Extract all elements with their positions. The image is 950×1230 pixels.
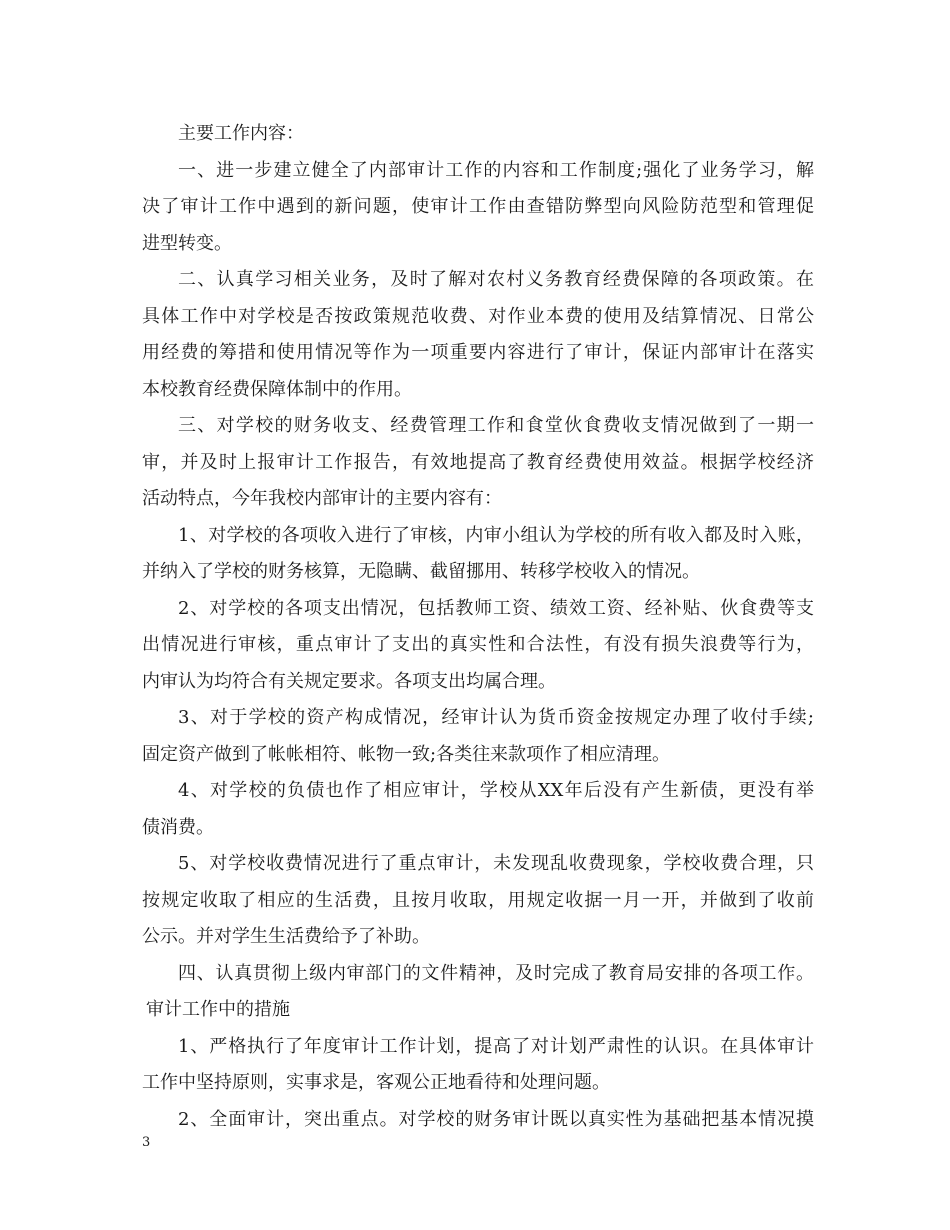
text-line: 并纳入了学校的财务核算，无隐瞒、截留挪用、转移学校收入的情况。 [142, 561, 700, 582]
text-line: 四、认真贯彻上级内审部门的文件精神，及时完成了教育局安排的各项工作。 [178, 962, 814, 984]
text-line: 本校教育经费保障体制中的作用。 [142, 378, 412, 400]
text-line: 进型转变。 [142, 232, 232, 254]
text-line: 工作中坚持原则，实事求是，客观公正地看待和处理问题。 [142, 1072, 610, 1093]
text-line: 1、对学校的各项收入进行了审核，内审小组认为学校的所有收入都及时入账， [178, 524, 814, 546]
text-line: 主要工作内容： [178, 123, 304, 144]
page-number: 3 [142, 1135, 151, 1150]
text-line: 三、对学校的财务收支、经费管理工作和食堂伙食费收支情况做到了一期一 [178, 415, 814, 436]
text-line: 公示。并对学生生活费给予了补助。 [142, 926, 430, 947]
text-line: 二、认真学习相关业务，及时了解对农村义务教育经费保障的各项政策。在 [178, 269, 814, 290]
text-line: 按规定收取了相应的生活费，且按月收取，用规定收据一月一开，并做到了收前 [142, 889, 814, 911]
text-line: 具体工作中对学校是否按政策规范收费、对作业本费的使用及结算情况、日常公 [142, 305, 814, 327]
text-line: 审，并及时上报审计工作报告，有效地提高了教育经费使用效益。根据学校经济 [142, 451, 814, 473]
text-line: 决了审计工作中遇到的新问题，使审计工作由查错防弊型向风险防范型和管理促 [142, 196, 814, 217]
text-line: 固定资产做到了帐帐相符、帐物一致;各类往来款项作了相应清理。 [142, 743, 671, 765]
text-line: 债消费。 [142, 816, 214, 838]
text-line: 审计工作中的措施 [146, 999, 290, 1020]
text-line: 2、全面审计，突出重点。对学校的财务审计既以真实性为基础把基本情况摸 [178, 1108, 814, 1130]
text-line: 出情况进行审核，重点审计了支出的真实性和合法性，有没有损失浪费等行为， [142, 634, 814, 655]
text-line: 用经费的筹措和使用情况等作为一项重要内容进行了审计，保证内部审计在落实 [142, 342, 814, 363]
text-line: 一、进一步建立健全了内部审计工作的内容和工作制度;强化了业务学习，解 [178, 159, 814, 181]
text-line: 活动特点，今年我校内部审计的主要内容有： [142, 488, 502, 509]
text-line: 1、严格执行了年度审计工作计划，提高了对计划严肃性的认识。在具体审计 [178, 1035, 814, 1057]
text-line: 内审认为均符合有关规定要求。各项支出均属合理。 [142, 670, 556, 692]
text-line: 2、对学校的各项支出情况，包括教师工资、绩效工资、经补贴、伙食费等支 [178, 597, 814, 619]
text-line: 5、对学校收费情况进行了重点审计，未发现乱收费现象，学校收费合理，只 [178, 853, 814, 874]
text-line: 3、对于学校的资产构成情况，经审计认为货币资金按规定办理了收付手续; [178, 707, 814, 728]
text-line: 4、对学校的负债也作了相应审计，学校从XX年后没有产生新债，更没有举 [178, 780, 814, 801]
document-body [142, 116, 814, 1138]
